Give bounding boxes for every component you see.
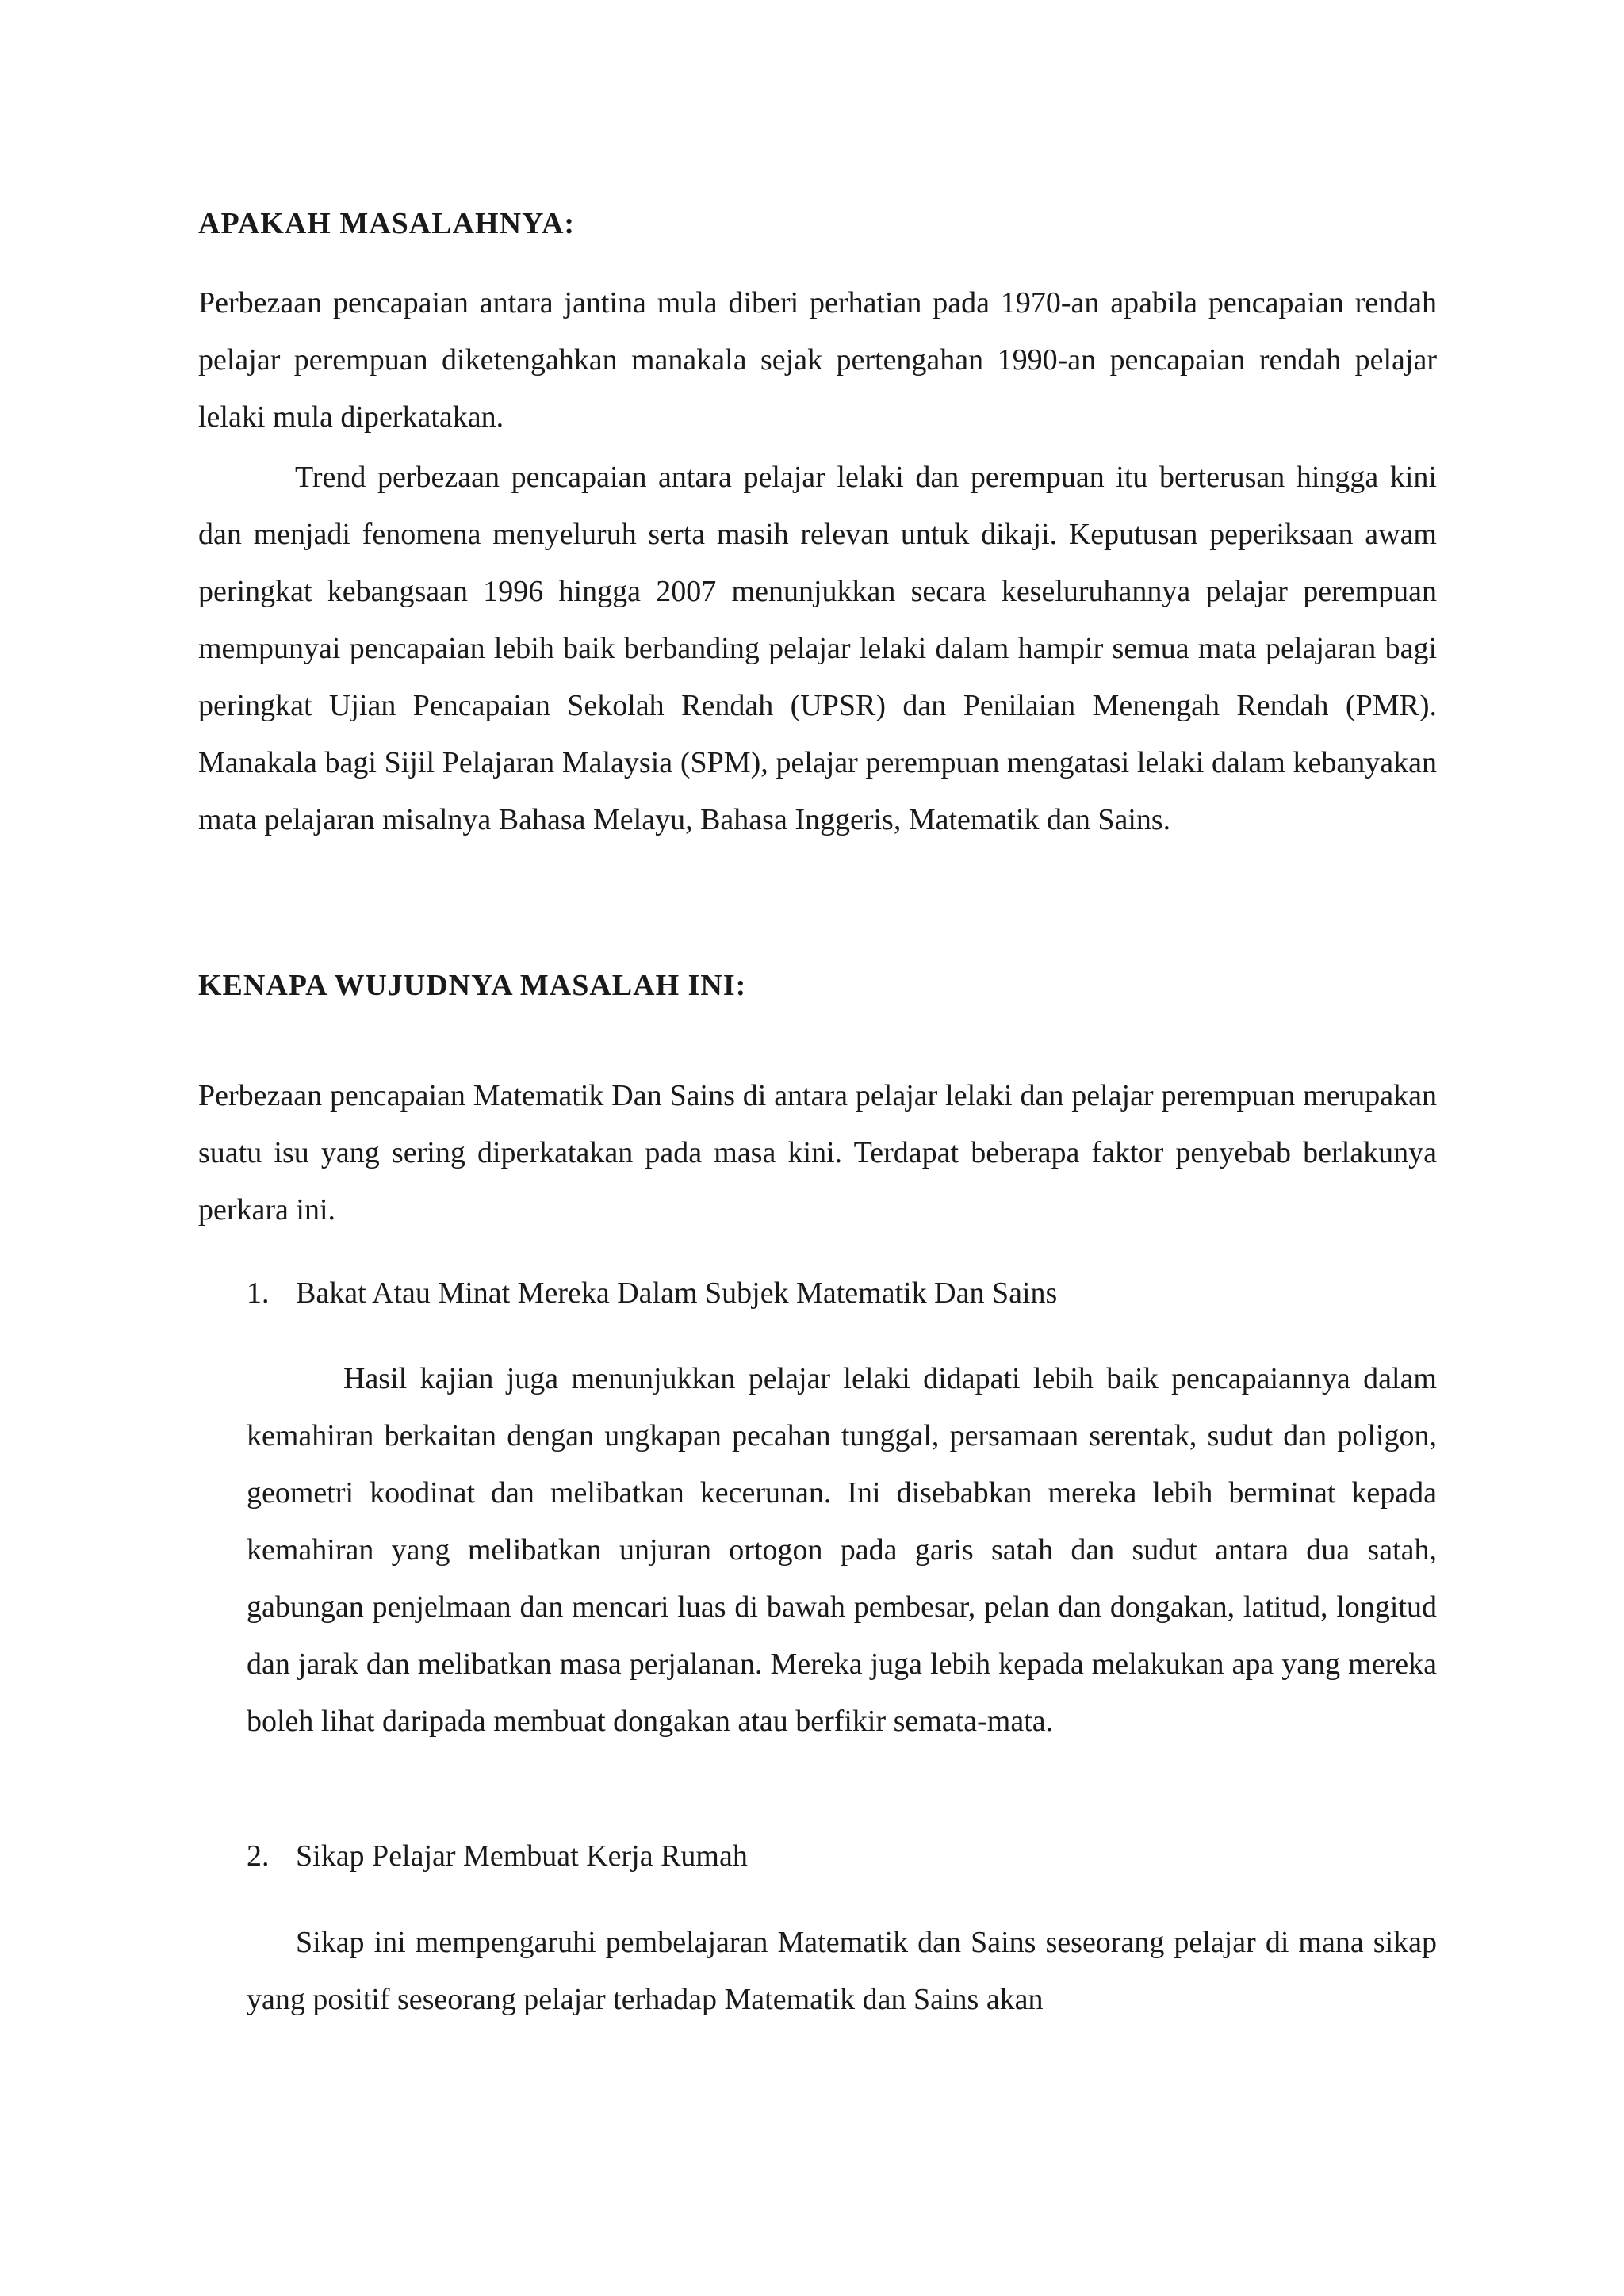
section-heading-apakah-masalahnya: APAKAH MASALAHNYA:	[198, 207, 576, 240]
list-item-heading-sikap-pelajar	[247, 1827, 1437, 1885]
list-item-heading-bakat-minat	[247, 1265, 1437, 1322]
list-item-number: 1.	[247, 1276, 270, 1310]
list-item-number: 2.	[247, 1839, 270, 1873]
paragraph-hasil-kajian: Hasil kajian juga menunjukkan pelajar lelaki didapati lebih baik pencapaiannya dalam kemahiran berkaitan dengan ungkapan pecahan tunggal, persamaan serentak, sudut dan poligon, geometri koodinat dan melibatkan kecerunan. Ini disebabkan mereka lebih berminat kepada kemahiran yang melibatkan unjuran ortogon pada garis satah dan sudut antara dua satah, gabungan penjelmaan dan mencari luas di bawah pembesar, pelan dan dongakan, latitud, longitud dan jarak dan melibatkan masa perjalanan. Mereka juga lebih kepada melakukan apa yang mereka boleh lihat daripada membuat dongakan atau berfikir semata-mata.	[247, 1362, 1437, 1738]
list-item-title: Bakat Atau Minat Mereka Dalam Subjek Matematik Dan Sains	[296, 1276, 1058, 1310]
list-item-title: Sikap Pelajar Membuat Kerja Rumah	[296, 1839, 748, 1873]
section-heading-kenapa-wujudnya: KENAPA WUJUDNYA MASALAH INI:	[198, 969, 747, 1002]
paragraph-sikap-pelajar: Sikap ini mempengaruhi pembelajaran Matematik dan Sains seseorang pelajar di mana sikap yang positif seseorang pelajar terhadap Matematik dan Sains akan	[247, 1926, 1437, 2016]
paragraph-trend-perbezaan: Trend perbezaan pencapaian antara pelajar lelaki dan perempuan itu berterusan hingga kini dan menjadi fenomena menyeluruh serta masih relevan untuk dikaji. Keputusan peperiksaan awam peringkat kebangsaan 1996 hingga 2007 menunjukkan secara keseluruhannya pelajar perempuan mempunyai pencapaian lebih baik berbanding pelajar lelaki dalam hampir semua mata pelajaran bagi peringkat Ujian Pencapaian Sekolah Rendah (UPSR) dan Penilaian Menengah Rendah (PMR). Manakala bagi Sijil Pelajaran Malaysia (SPM), pelajar perempuan mengatasi lelaki dalam kebanyakan mata pelajaran misalnya Bahasa Melayu, Bahasa Inggeris, Matematik dan Sains.	[198, 461, 1437, 836]
paragraph-perbezaan-jantina: Perbezaan pencapaian antara jantina mula diberi perhatian pada 1970-an apabila pencapaian rendah pelajar perempuan diketengahkan manakala sejak pertengahan 1990-an pencapaian rendah pelajar lelaki mula diperkatakan.	[198, 286, 1437, 434]
paragraph-perbezaan-matematik-sains: Perbezaan pencapaian Matematik Dan Sains di antara pelajar lelaki dan pelajar perempuan merupakan suatu isu yang sering diperkatakan pada masa kini. Terdapat beberapa faktor penyebab berlakunya perkara ini.	[198, 1079, 1437, 1226]
